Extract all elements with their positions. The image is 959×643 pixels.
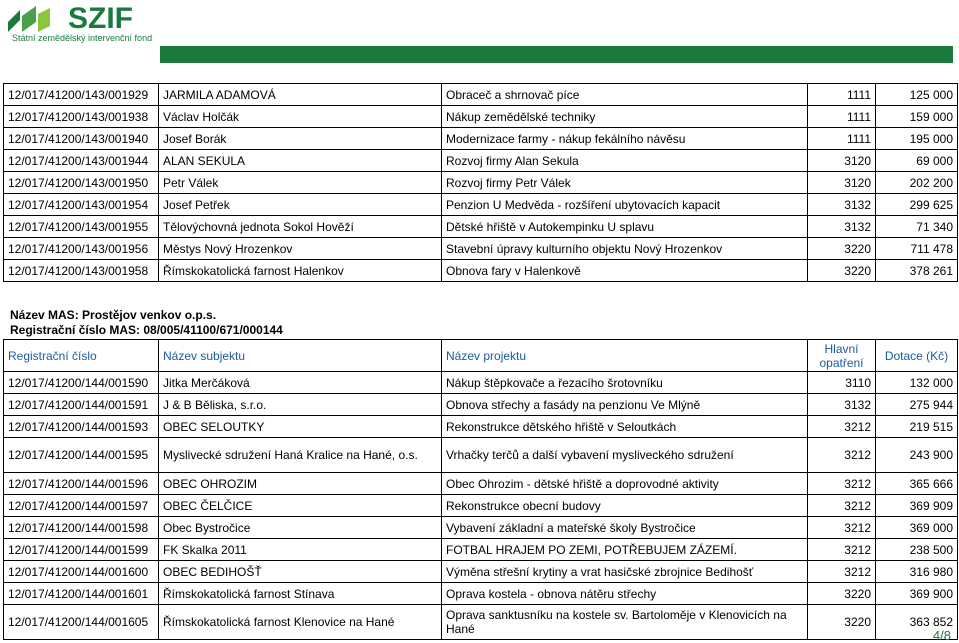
table-row bbox=[4, 583, 958, 605]
grant-cell: 125 000 bbox=[876, 84, 958, 106]
grant-cell: 369 900 bbox=[876, 583, 958, 605]
reg-number-cell: 12/017/41200/143/001940 bbox=[4, 128, 159, 150]
subject-cell: JARMILA ADAMOVÁ bbox=[159, 84, 442, 106]
project-cell: Obnova střechy a fasády na penzionu Ve Mlýně bbox=[442, 394, 808, 416]
header-measure: Hlavní opatření bbox=[808, 340, 876, 372]
project-cell: Dětské hřiště v Autokempinku U splavu bbox=[442, 216, 808, 238]
reg-number-cell: 12/017/41200/144/001593 bbox=[4, 416, 159, 438]
header-bar bbox=[160, 46, 953, 63]
subject-cell: J & B Běliska, s.r.o. bbox=[159, 394, 442, 416]
table-row bbox=[4, 128, 958, 150]
grant-cell: 378 261 bbox=[876, 260, 958, 282]
reg-number-cell: 12/017/41200/144/001605 bbox=[4, 605, 159, 640]
project-cell: Penzion U Medvěda - rozšíření ubytovacích kapacit bbox=[442, 194, 808, 216]
measure-cell: 3120 bbox=[808, 172, 876, 194]
subject-cell: Jitka Merčáková bbox=[159, 372, 442, 394]
measure-cell: 3212 bbox=[808, 438, 876, 473]
page-number: 4/8 bbox=[932, 628, 951, 643]
table-row bbox=[4, 495, 958, 517]
subject-cell: ALAN SEKULA bbox=[159, 150, 442, 172]
measure-cell: 3110 bbox=[808, 372, 876, 394]
table-row bbox=[4, 216, 958, 238]
reg-number-cell: 12/017/41200/144/001596 bbox=[4, 473, 159, 495]
measure-cell: 3120 bbox=[808, 150, 876, 172]
grant-cell: 299 625 bbox=[876, 194, 958, 216]
table-row bbox=[4, 260, 958, 282]
project-cell: Výměna střešní krytiny a vrat hasičské zbrojnice Bedihošť bbox=[442, 561, 808, 583]
subject-cell: Josef Borák bbox=[159, 128, 442, 150]
measure-cell: 3132 bbox=[808, 194, 876, 216]
subject-cell: Josef Petřek bbox=[159, 194, 442, 216]
grant-cell: 159 000 bbox=[876, 106, 958, 128]
project-cell: Rozvoj firmy Petr Válek bbox=[442, 172, 808, 194]
table-2-body bbox=[4, 372, 958, 640]
table-2-header-row bbox=[4, 340, 958, 372]
table-row bbox=[4, 605, 958, 640]
subject-cell: Obec Bystročice bbox=[159, 517, 442, 539]
reg-number-cell: 12/017/41200/143/001954 bbox=[4, 194, 159, 216]
measure-cell: 1111 bbox=[808, 128, 876, 150]
subject-cell: OBEC OHROZIM bbox=[159, 473, 442, 495]
reg-number-cell: 12/017/41200/144/001590 bbox=[4, 372, 159, 394]
reg-number-cell: 12/017/41200/144/001600 bbox=[4, 561, 159, 583]
mas-name: Název MAS: Prostějov venkov o.p.s. bbox=[10, 308, 217, 322]
measure-cell: 3220 bbox=[808, 605, 876, 640]
reg-number-cell: 12/017/41200/143/001938 bbox=[4, 106, 159, 128]
subject-cell: Římskokatolická farnost Klenovice na Hané bbox=[159, 605, 442, 640]
measure-cell: 1111 bbox=[808, 84, 876, 106]
project-cell: Obraceč a shrnovač píce bbox=[442, 84, 808, 106]
szif-logo bbox=[6, 4, 166, 42]
reg-number-cell: 12/017/41200/143/001944 bbox=[4, 150, 159, 172]
table-row bbox=[4, 539, 958, 561]
measure-cell: 3220 bbox=[808, 260, 876, 282]
subject-cell: FK Skalka 2011 bbox=[159, 539, 442, 561]
measure-cell: 3212 bbox=[808, 517, 876, 539]
reg-number-cell: 12/017/41200/144/001598 bbox=[4, 517, 159, 539]
reg-number-cell: 12/017/41200/144/001595 bbox=[4, 438, 159, 473]
grant-cell: 363 852 bbox=[876, 605, 958, 640]
subject-cell: OBEC BEDIHOŠŤ bbox=[159, 561, 442, 583]
logo-mark-icon bbox=[6, 4, 62, 34]
project-cell: Obnova fary v Halenkově bbox=[442, 260, 808, 282]
reg-number-cell: 12/017/41200/144/001601 bbox=[4, 583, 159, 605]
reg-number-cell: 12/017/41200/143/001958 bbox=[4, 260, 159, 282]
project-cell: Oprava sanktusníku na kostele sv. Bartoloměje v Klenovicích na Hané bbox=[442, 605, 808, 640]
reg-number-cell: 12/017/41200/143/001929 bbox=[4, 84, 159, 106]
table-row bbox=[4, 438, 958, 473]
subject-cell: Městys Nový Hrozenkov bbox=[159, 238, 442, 260]
subject-cell: OBEC SELOUTKY bbox=[159, 416, 442, 438]
table-row bbox=[4, 172, 958, 194]
grant-cell: 243 900 bbox=[876, 438, 958, 473]
measure-cell: 3212 bbox=[808, 539, 876, 561]
project-cell: Modernizace farmy - nákup fekálního návěsu bbox=[442, 128, 808, 150]
grant-cell: 316 980 bbox=[876, 561, 958, 583]
reg-number-cell: 12/017/41200/143/001956 bbox=[4, 238, 159, 260]
project-cell: Nákup štěpkovače a řezacího šrotovníku bbox=[442, 372, 808, 394]
reg-number-cell: 12/017/41200/144/001599 bbox=[4, 539, 159, 561]
reg-number-cell: 12/017/41200/143/001955 bbox=[4, 216, 159, 238]
table-row bbox=[4, 150, 958, 172]
header-reg: Registrační číslo bbox=[4, 340, 159, 372]
mas-reg-number: Registrační číslo MAS: 08/005/41100/671/000144 bbox=[10, 323, 283, 337]
project-cell: Rozvoj firmy Alan Sekula bbox=[442, 150, 808, 172]
project-cell: Rekonstrukce obecní budovy bbox=[442, 495, 808, 517]
measure-cell: 1111 bbox=[808, 106, 876, 128]
grant-cell: 202 200 bbox=[876, 172, 958, 194]
subject-cell: Petr Válek bbox=[159, 172, 442, 194]
table-1-body bbox=[4, 84, 958, 282]
reg-number-cell: 12/017/41200/144/001597 bbox=[4, 495, 159, 517]
project-cell: Vybavení základní a mateřské školy Bystročice bbox=[442, 517, 808, 539]
project-cell: Stavební úpravy kulturního objektu Nový Hrozenkov bbox=[442, 238, 808, 260]
reg-number-cell: 12/017/41200/144/001591 bbox=[4, 394, 159, 416]
subject-cell: Tělovýchovná jednota Sokol Hověží bbox=[159, 216, 442, 238]
grant-cell: 369 000 bbox=[876, 517, 958, 539]
grant-cell: 132 000 bbox=[876, 372, 958, 394]
table-row bbox=[4, 416, 958, 438]
table-2 bbox=[3, 339, 958, 640]
subject-cell: Václav Holčák bbox=[159, 106, 442, 128]
measure-cell: 3212 bbox=[808, 495, 876, 517]
table-row bbox=[4, 194, 958, 216]
measure-cell: 3212 bbox=[808, 416, 876, 438]
header-project: Název projektu bbox=[442, 340, 808, 372]
subject-cell: Myslivecké sdružení Haná Kralice na Hané, o.s. bbox=[159, 438, 442, 473]
project-cell: Obec Ohrozim - dětské hřiště a doprovodné aktivity bbox=[442, 473, 808, 495]
header-grant: Dotace (Kč) bbox=[876, 340, 958, 372]
table-row bbox=[4, 473, 958, 495]
table-1 bbox=[3, 83, 958, 282]
measure-cell: 3132 bbox=[808, 216, 876, 238]
project-cell: Rekonstrukce dětského hřiště v Seloutkách bbox=[442, 416, 808, 438]
grant-cell: 71 340 bbox=[876, 216, 958, 238]
grant-cell: 369 909 bbox=[876, 495, 958, 517]
measure-cell: 3212 bbox=[808, 561, 876, 583]
grant-cell: 238 500 bbox=[876, 539, 958, 561]
table-row bbox=[4, 372, 958, 394]
grant-cell: 275 944 bbox=[876, 394, 958, 416]
table-row bbox=[4, 106, 958, 128]
grant-cell: 195 000 bbox=[876, 128, 958, 150]
measure-cell: 3220 bbox=[808, 583, 876, 605]
measure-cell: 3212 bbox=[808, 473, 876, 495]
table-row bbox=[4, 84, 958, 106]
header-subject: Název subjektu bbox=[159, 340, 442, 372]
subject-cell: OBEC ČELČICE bbox=[159, 495, 442, 517]
grant-cell: 365 666 bbox=[876, 473, 958, 495]
grant-cell: 711 478 bbox=[876, 238, 958, 260]
logo-subtitle: Státní zemědělský intervenční fond bbox=[12, 33, 153, 43]
measure-cell: 3132 bbox=[808, 394, 876, 416]
measure-cell: 3220 bbox=[808, 238, 876, 260]
grant-cell: 69 000 bbox=[876, 150, 958, 172]
logo-name: SZIF bbox=[68, 2, 133, 35]
table-row bbox=[4, 394, 958, 416]
subject-cell: Římskokatolická farnost Halenkov bbox=[159, 260, 442, 282]
project-cell: Nákup zemědělské techniky bbox=[442, 106, 808, 128]
grant-cell: 219 515 bbox=[876, 416, 958, 438]
project-cell: Vrhačky terčů a další vybavení mysliveckého sdružení bbox=[442, 438, 808, 473]
project-cell: FOTBAL HRAJEM PO ZEMI, POTŘEBUJEM ZÁZEMÍ. bbox=[442, 539, 808, 561]
table-row bbox=[4, 238, 958, 260]
table-row bbox=[4, 517, 958, 539]
table-row bbox=[4, 561, 958, 583]
reg-number-cell: 12/017/41200/143/001950 bbox=[4, 172, 159, 194]
subject-cell: Římskokatolická farnost Stínava bbox=[159, 583, 442, 605]
project-cell: Oprava kostela - obnova nátěru střechy bbox=[442, 583, 808, 605]
